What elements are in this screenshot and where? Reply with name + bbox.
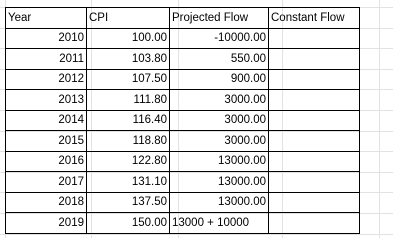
year-cell[interactable]: 2016 (6, 151, 87, 172)
cpi-cell[interactable]: 103.80 (87, 49, 170, 70)
constant-flow-cell[interactable] (269, 192, 360, 213)
cpi-cell[interactable]: 137.50 (87, 192, 170, 213)
constant-flow-cell[interactable] (269, 151, 360, 172)
projected-flow-cell[interactable]: 900.00 (170, 69, 269, 90)
year-cell[interactable]: 2018 (6, 192, 87, 213)
year-cell[interactable]: 2019 (6, 213, 87, 234)
cash-flow-table (5, 7, 360, 234)
cpi-cell[interactable]: 118.80 (87, 131, 170, 152)
constant-flow-cell[interactable] (269, 213, 360, 234)
cpi-cell[interactable]: 107.50 (87, 69, 170, 90)
table-row (6, 192, 360, 213)
projected-flow-cell[interactable]: 3000.00 (170, 90, 269, 111)
projected-flow-cell[interactable]: 13000.00 (170, 151, 269, 172)
constant-flow-cell[interactable] (269, 69, 360, 90)
constant-flow-cell[interactable] (269, 28, 360, 49)
year-cell[interactable]: 2010 (6, 28, 87, 49)
table-row (6, 172, 360, 193)
year-cell[interactable]: 2014 (6, 110, 87, 131)
constant-flow-cell[interactable] (269, 131, 360, 152)
constant-flow-cell[interactable] (269, 110, 360, 131)
table-row (6, 131, 360, 152)
table-row (6, 69, 360, 90)
year-cell[interactable]: 2013 (6, 90, 87, 111)
table-row (6, 28, 360, 49)
header-year[interactable]: Year (6, 8, 87, 29)
gridline-column (379, 0, 380, 238)
cpi-cell[interactable]: 116.40 (87, 110, 170, 131)
header-projected-flow[interactable]: Projected Flow (170, 8, 269, 29)
projected-flow-cell[interactable]: 13000.00 (170, 172, 269, 193)
gridline-row (0, 234, 393, 235)
header-row (6, 8, 360, 29)
year-cell[interactable]: 2012 (6, 69, 87, 90)
projected-flow-cell[interactable]: -10000.00 (170, 28, 269, 49)
constant-flow-cell[interactable] (269, 49, 360, 70)
table-row (6, 151, 360, 172)
year-cell[interactable]: 2015 (6, 131, 87, 152)
header-constant-flow[interactable]: Constant Flow (269, 8, 360, 29)
constant-flow-cell[interactable] (269, 90, 360, 111)
projected-flow-cell[interactable]: 3000.00 (170, 131, 269, 152)
projected-flow-cell[interactable]: 13000.00 (170, 192, 269, 213)
header-cpi[interactable]: CPI (87, 8, 170, 29)
constant-flow-cell[interactable] (269, 172, 360, 193)
projected-flow-cell[interactable]: 3000.00 (170, 110, 269, 131)
projected-flow-cell[interactable]: 550.00 (170, 49, 269, 70)
year-cell[interactable]: 2011 (6, 49, 87, 70)
projected-flow-cell[interactable]: 13000 + 10000 (170, 213, 269, 234)
table-row (6, 49, 360, 70)
cpi-cell[interactable]: 100.00 (87, 28, 170, 49)
cpi-cell[interactable]: 150.00 (87, 213, 170, 234)
table-row (6, 110, 360, 131)
cpi-cell[interactable]: 111.80 (87, 90, 170, 111)
cpi-cell[interactable]: 131.10 (87, 172, 170, 193)
table-row (6, 90, 360, 111)
year-cell[interactable]: 2017 (6, 172, 87, 193)
cpi-cell[interactable]: 122.80 (87, 151, 170, 172)
table-row (6, 213, 360, 234)
